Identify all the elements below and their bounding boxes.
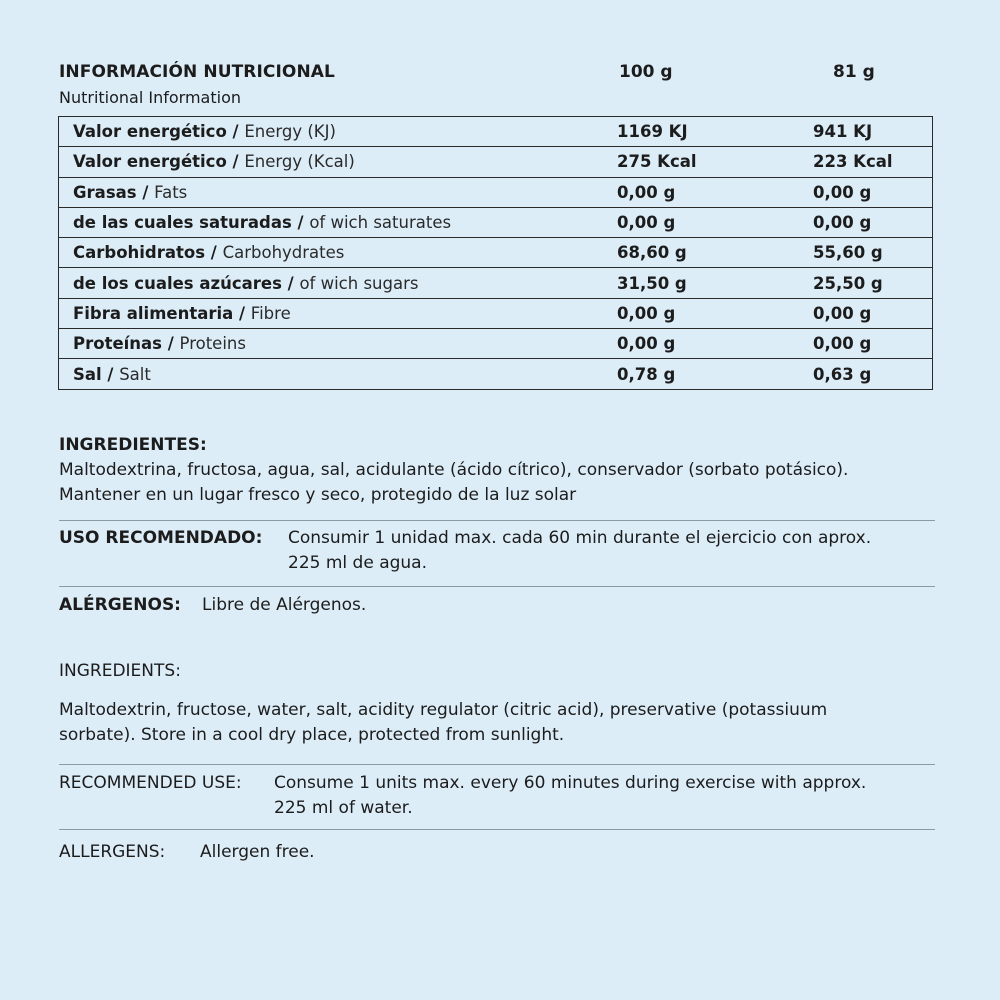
table-row bbox=[59, 117, 933, 147]
nutrition-title: INFORMACIÓN NUTRICIONAL bbox=[59, 62, 335, 82]
table-row bbox=[59, 268, 933, 298]
label-en: Energy (KJ) bbox=[244, 122, 336, 142]
divider bbox=[59, 764, 935, 765]
row-label bbox=[59, 329, 618, 359]
column-header-100g: 100 g bbox=[619, 62, 673, 82]
alergenos-label: ALÉRGENOS: bbox=[59, 595, 181, 615]
value-serving: 0,00 g bbox=[813, 298, 933, 328]
value-serving: 0,00 g bbox=[813, 207, 933, 237]
value-100g: 0,00 g bbox=[617, 329, 813, 359]
value-100g: 31,50 g bbox=[617, 268, 813, 298]
row-label bbox=[59, 359, 618, 389]
recommended-use-line: Consume 1 units max. every 60 minutes during exercise with approx. bbox=[274, 773, 867, 793]
value-100g: 68,60 g bbox=[617, 238, 813, 268]
row-label bbox=[59, 177, 618, 207]
ingredients-es-text bbox=[59, 458, 848, 508]
value-serving: 25,50 g bbox=[813, 268, 933, 298]
label-en: Proteins bbox=[179, 334, 246, 354]
label-es: Fibra alimentaria / bbox=[73, 303, 251, 323]
ingredients-en-line: sorbate). Store in a cool dry place, protected from sunlight. bbox=[59, 725, 565, 745]
label-en: Salt bbox=[119, 364, 151, 384]
value-100g: 0,78 g bbox=[617, 364, 676, 384]
ingredients-es-title: INGREDIENTES: bbox=[59, 435, 207, 455]
divider bbox=[59, 586, 935, 587]
uso-line: Consumir 1 unidad max. cada 60 min durante el ejercicio con aprox. bbox=[288, 528, 872, 548]
uso-recomendado-text bbox=[288, 526, 938, 576]
nutrition-header bbox=[59, 62, 939, 112]
value-serving: 0,63 g bbox=[813, 364, 872, 384]
ingredients-es-line: Mantener en un lugar fresco y seco, protegido de la luz solar bbox=[59, 485, 577, 505]
label-es: Sal / bbox=[73, 364, 120, 384]
label-en: Fats bbox=[154, 182, 188, 202]
value-serving: 55,60 g bbox=[813, 238, 933, 268]
row-label bbox=[59, 147, 618, 177]
value-serving: 0,00 g bbox=[813, 177, 933, 207]
value-100g: 0,00 g bbox=[617, 177, 813, 207]
table-row bbox=[59, 298, 933, 328]
allergens-label: ALLERGENS: bbox=[59, 842, 166, 862]
divider bbox=[59, 829, 935, 830]
label-en: Carbohydrates bbox=[222, 243, 345, 263]
recommended-use-line: 225 ml of water. bbox=[274, 798, 413, 818]
table-row bbox=[59, 147, 933, 177]
label-en: of wich sugars bbox=[299, 273, 419, 293]
ingredients-en-title: INGREDIENTS: bbox=[59, 661, 181, 681]
recommended-use-label: RECOMMENDED USE: bbox=[59, 773, 242, 793]
value-100g: 0,00 g bbox=[617, 207, 813, 237]
divider bbox=[59, 520, 935, 521]
table-row bbox=[59, 359, 933, 389]
value-serving: 223 Kcal bbox=[813, 147, 933, 177]
value-serving: 941 KJ bbox=[813, 117, 933, 147]
allergens-text: Allergen free. bbox=[200, 842, 315, 862]
ingredients-es-line: Maltodextrina, fructosa, agua, sal, acidulante (ácido cítrico), conservador (sorbato potásico). bbox=[59, 460, 849, 480]
label-es: Valor energético / bbox=[73, 122, 245, 142]
table-row bbox=[59, 238, 933, 268]
uso-line: 225 ml de agua. bbox=[288, 553, 427, 573]
label-es: de los cuales azúcares / bbox=[73, 273, 300, 293]
value-100g: 275 Kcal bbox=[617, 147, 813, 177]
label-es: de las cuales saturadas / bbox=[73, 213, 310, 233]
table-row bbox=[59, 207, 933, 237]
label-es: Proteínas / bbox=[73, 334, 180, 354]
table-row bbox=[59, 329, 933, 359]
ingredients-en-line: Maltodextrin, fructose, water, salt, acidity regulator (citric acid), preservative (potassiuum bbox=[59, 700, 828, 720]
row-label bbox=[59, 268, 618, 298]
column-header-serving: 81 g bbox=[833, 62, 875, 82]
row-label bbox=[59, 207, 618, 237]
uso-recomendado-label: USO RECOMENDADO: bbox=[59, 528, 263, 548]
recommended-use-text bbox=[274, 771, 934, 821]
label-es: Carbohidratos / bbox=[73, 243, 223, 263]
alergenos-text: Libre de Alérgenos. bbox=[202, 595, 367, 615]
value-serving: 0,00 g bbox=[813, 329, 933, 359]
label-es: Valor energético / bbox=[73, 152, 245, 172]
nutrition-subtitle: Nutritional Information bbox=[59, 88, 242, 107]
value-100g: 0,00 g bbox=[617, 298, 813, 328]
value-100g: 1169 KJ bbox=[617, 117, 813, 147]
nutrition-table bbox=[58, 116, 933, 390]
label-es: Grasas / bbox=[73, 182, 155, 202]
label-en: of wich saturates bbox=[309, 213, 452, 233]
label-en: Fibre bbox=[250, 303, 291, 323]
ingredients-en-text bbox=[59, 698, 919, 748]
row-label bbox=[59, 298, 618, 328]
label-en: Energy (Kcal) bbox=[244, 152, 355, 172]
row-label bbox=[59, 238, 618, 268]
row-label bbox=[59, 117, 618, 147]
table-row bbox=[59, 177, 933, 207]
